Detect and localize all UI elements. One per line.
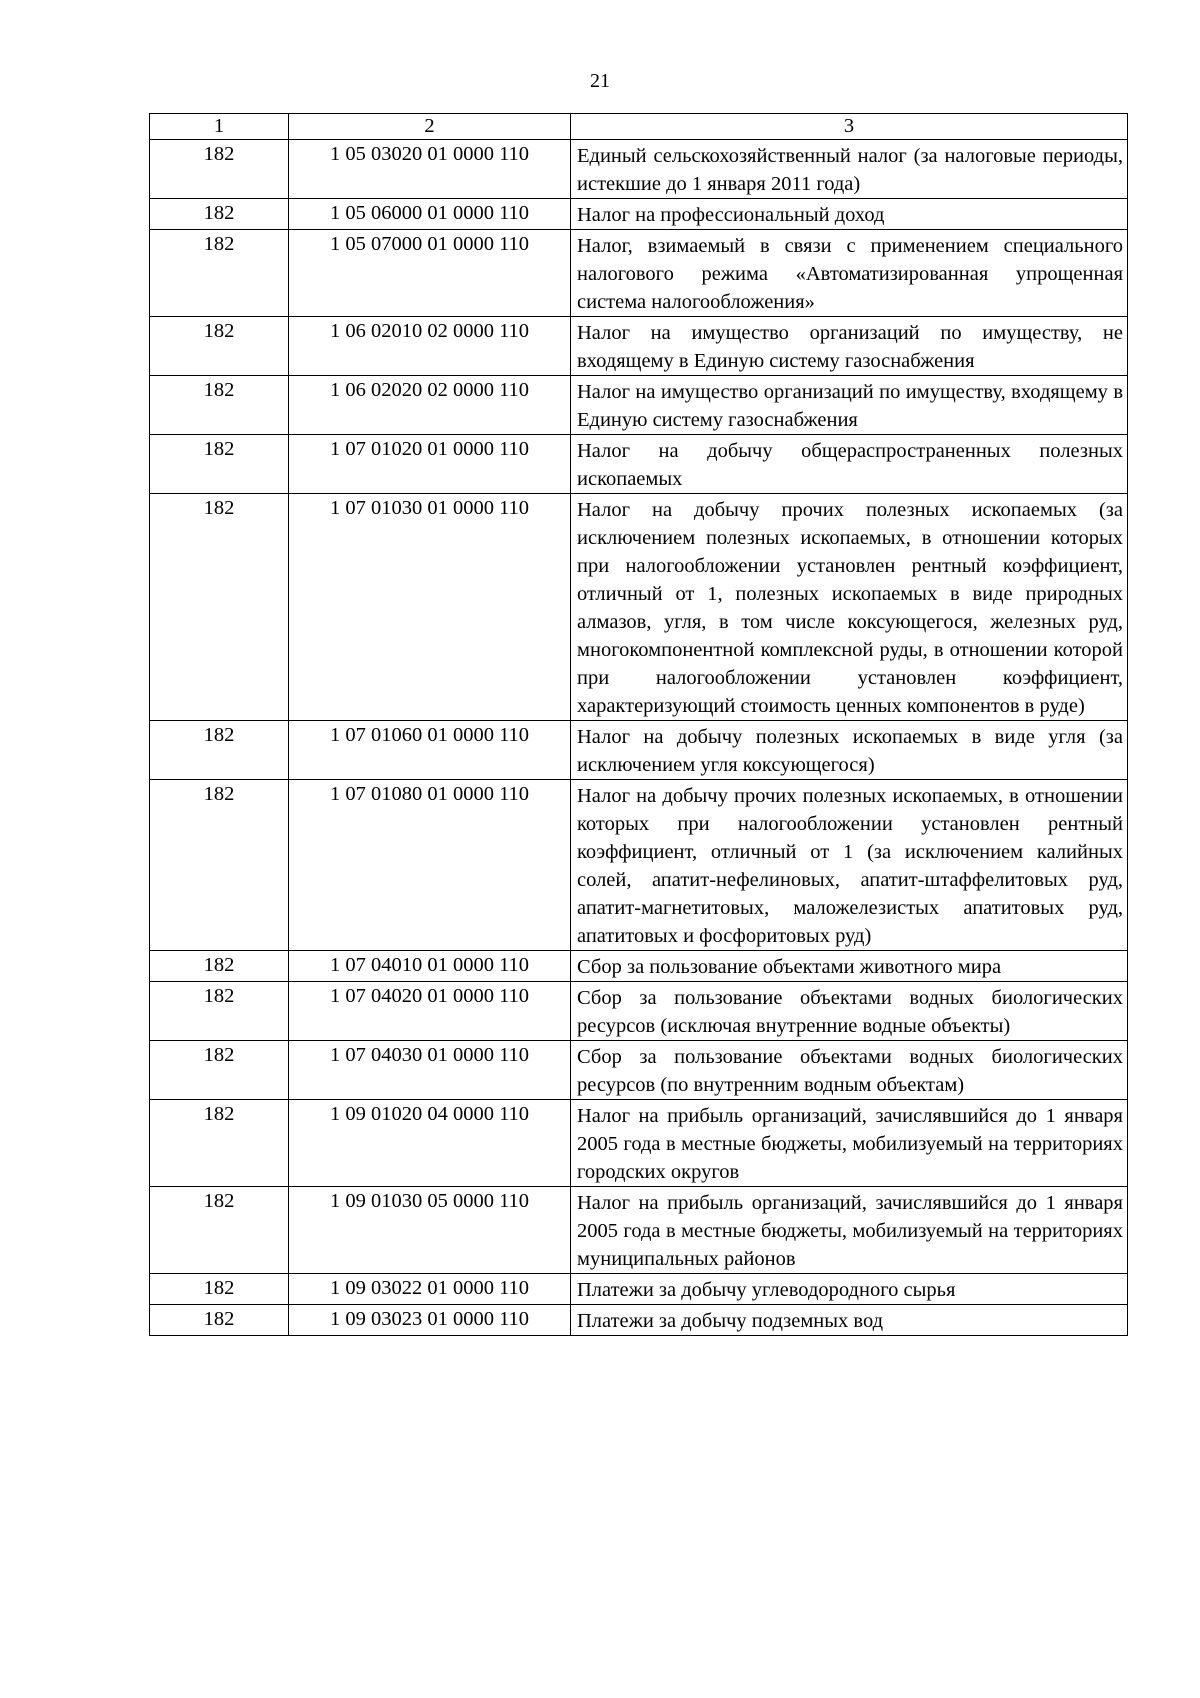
revenue-name-cell: Налог на прибыль организаций, зачислявшийся до 1 января 2005 года в местные бюджеты, мобилизуемый на территориях городских округов bbox=[571, 1100, 1128, 1187]
revenue-name-cell: Налог, взимаемый в связи с применением специального налогового режима «Автоматизированная упрощенная система налогообложения» bbox=[571, 230, 1128, 317]
admin-code-cell: 182 bbox=[150, 230, 289, 317]
admin-code-cell: 182 bbox=[150, 376, 289, 435]
column-header-2: 2 bbox=[289, 114, 571, 140]
table-row bbox=[150, 1041, 1128, 1100]
revenue-name-cell: Платежи за добычу углеводородного сырья bbox=[571, 1274, 1128, 1305]
revenue-code-cell: 1 05 07000 01 0000 110 bbox=[289, 230, 571, 317]
table-row bbox=[150, 1100, 1128, 1187]
table-row bbox=[150, 317, 1128, 376]
admin-code-cell: 182 bbox=[150, 1041, 289, 1100]
admin-code-cell: 182 bbox=[150, 721, 289, 780]
revenue-name-cell: Налог на имущество организаций по имуществу, входящему в Единую систему газоснабжения bbox=[571, 376, 1128, 435]
column-header-3: 3 bbox=[571, 114, 1128, 140]
admin-code-cell: 182 bbox=[150, 494, 289, 721]
revenue-code-cell: 1 07 04020 01 0000 110 bbox=[289, 982, 571, 1041]
revenue-code-cell: 1 07 01020 01 0000 110 bbox=[289, 435, 571, 494]
revenue-code-cell: 1 09 03023 01 0000 110 bbox=[289, 1305, 571, 1336]
table-row bbox=[150, 982, 1128, 1041]
admin-code-cell: 182 bbox=[150, 1100, 289, 1187]
revenue-name-cell: Сбор за пользование объектами животного мира bbox=[571, 951, 1128, 982]
revenue-name-cell: Платежи за добычу подземных вод bbox=[571, 1305, 1128, 1336]
table-row bbox=[150, 435, 1128, 494]
revenue-name-cell: Налог на добычу прочих полезных ископаемых, в отношении которых при налогообложении установлен рентный коэффициент, отличный от 1 (за исключением калийных солей, апатит-нефелиновых, апатит-штаффелитовых руд, апатит-магнетитовых, маложелезистых апатитовых руд, апатитовых и фосфоритовых руд) bbox=[571, 780, 1128, 951]
revenue-code-cell: 1 05 06000 01 0000 110 bbox=[289, 199, 571, 230]
revenue-name-cell: Налог на прибыль организаций, зачислявшийся до 1 января 2005 года в местные бюджеты, мобилизуемый на территориях муниципальных районов bbox=[571, 1187, 1128, 1274]
revenue-code-cell: 1 06 02010 02 0000 110 bbox=[289, 317, 571, 376]
table-row bbox=[150, 376, 1128, 435]
revenue-code-cell: 1 07 01030 01 0000 110 bbox=[289, 494, 571, 721]
admin-code-cell: 182 bbox=[150, 199, 289, 230]
table-row bbox=[150, 1305, 1128, 1336]
table-row bbox=[150, 780, 1128, 951]
revenue-code-cell: 1 09 01020 04 0000 110 bbox=[289, 1100, 571, 1187]
table-row bbox=[150, 1274, 1128, 1305]
admin-code-cell: 182 bbox=[150, 317, 289, 376]
revenue-code-cell: 1 09 01030 05 0000 110 bbox=[289, 1187, 571, 1274]
revenue-name-cell: Налог на добычу прочих полезных ископаемых (за исключением полезных ископаемых, в отношении которых при налогообложении установлен рентный коэффициент, отличный от 1, полезных ископаемых в виде природных алмазов, угля, в том числе коксующегося, железных руд, многокомпонентной комплексной руды, в отношении которой при налогообложении установлен коэффициент, характеризующий стоимость ценных компонентов в руде) bbox=[571, 494, 1128, 721]
table-row bbox=[150, 494, 1128, 721]
admin-code-cell: 182 bbox=[150, 951, 289, 982]
revenue-code-cell: 1 07 01060 01 0000 110 bbox=[289, 721, 571, 780]
admin-code-cell: 182 bbox=[150, 982, 289, 1041]
table-row bbox=[150, 1187, 1128, 1274]
admin-code-cell: 182 bbox=[150, 1187, 289, 1274]
table-row bbox=[150, 199, 1128, 230]
revenue-name-cell: Налог на добычу полезных ископаемых в виде угля (за исключением угля коксующегося) bbox=[571, 721, 1128, 780]
revenue-name-cell: Налог на добычу общераспространенных полезных ископаемых bbox=[571, 435, 1128, 494]
admin-code-cell: 182 bbox=[150, 140, 289, 199]
table-row bbox=[150, 140, 1128, 199]
admin-code-cell: 182 bbox=[150, 1274, 289, 1305]
revenue-name-cell: Сбор за пользование объектами водных биологических ресурсов (по внутренним водным объектам) bbox=[571, 1041, 1128, 1100]
revenue-code-cell: 1 09 03022 01 0000 110 bbox=[289, 1274, 571, 1305]
revenue-code-cell: 1 07 01080 01 0000 110 bbox=[289, 780, 571, 951]
admin-code-cell: 182 bbox=[150, 1305, 289, 1336]
admin-code-cell: 182 bbox=[150, 435, 289, 494]
column-header-1: 1 bbox=[150, 114, 289, 140]
table-row bbox=[150, 230, 1128, 317]
admin-code-cell: 182 bbox=[150, 780, 289, 951]
revenue-code-cell: 1 07 04010 01 0000 110 bbox=[289, 951, 571, 982]
revenue-code-cell: 1 07 04030 01 0000 110 bbox=[289, 1041, 571, 1100]
revenue-name-cell: Единый сельскохозяйственный налог (за налоговые периоды, истекшие до 1 января 2011 года) bbox=[571, 140, 1128, 199]
revenue-code-cell: 1 06 02020 02 0000 110 bbox=[289, 376, 571, 435]
revenue-name-cell: Налог на профессиональный доход bbox=[571, 199, 1128, 230]
table-header-row bbox=[150, 114, 1128, 140]
revenue-name-cell: Сбор за пользование объектами водных биологических ресурсов (исключая внутренние водные объекты) bbox=[571, 982, 1128, 1041]
page-number: 21 bbox=[590, 70, 610, 92]
revenue-code-cell: 1 05 03020 01 0000 110 bbox=[289, 140, 571, 199]
table-row bbox=[150, 951, 1128, 982]
table-row bbox=[150, 721, 1128, 780]
revenue-codes-table bbox=[149, 113, 1128, 1336]
revenue-name-cell: Налог на имущество организаций по имуществу, не входящему в Единую систему газоснабжения bbox=[571, 317, 1128, 376]
